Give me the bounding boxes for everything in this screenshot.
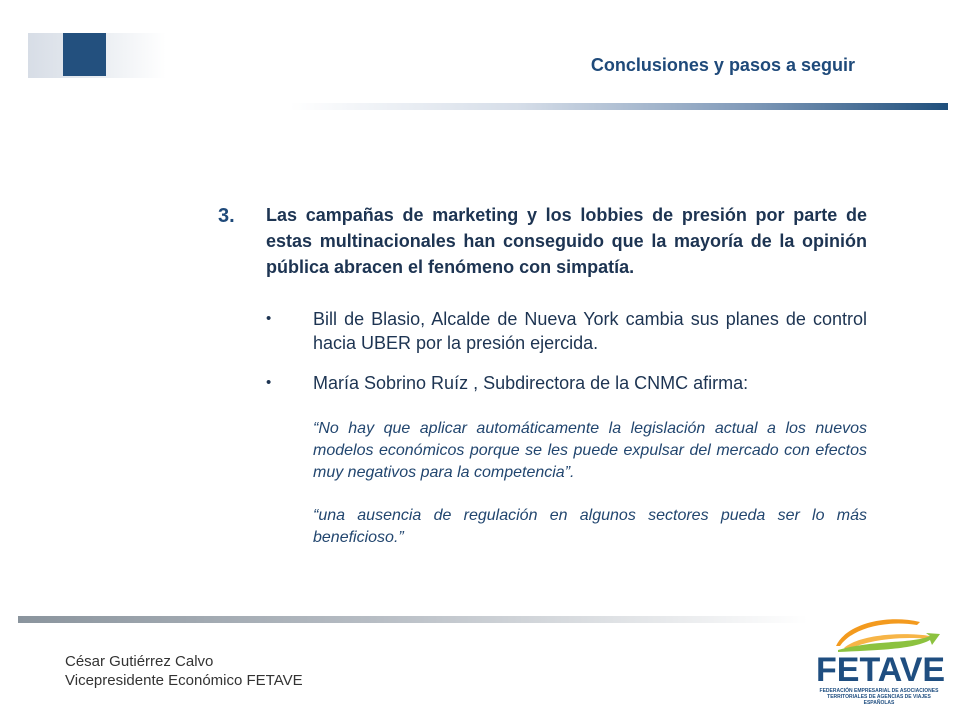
bullet-item <box>266 371 867 395</box>
author-name: César Gutiérrez Calvo <box>65 653 214 670</box>
footer-credits <box>65 652 303 690</box>
header-divider <box>290 103 948 110</box>
fetave-logo <box>808 612 948 714</box>
logo-tagline: FEDERACIÓN EMPRESARIAL DE ASOCIACIONES TERRITORIALES DE AGENCIAS DE VIAJES ESPAÑOLAS <box>819 688 939 706</box>
page-title: Conclusiones y pasos a seguir <box>590 55 855 75</box>
bullet-text: María Sobrino Ruíz , Subdirectora de la CNMC afirma: <box>313 373 749 393</box>
header-accent-square <box>63 33 106 76</box>
logo-wordmark: FETAVE <box>816 651 946 689</box>
footer-divider <box>18 616 808 623</box>
author-role: Vicepresidente Económico FETAVE <box>65 672 303 689</box>
main-statement: Las campañas de marketing y los lobbies de presión por parte de estas multinacionales han conseguido que la mayoría de la opinión pública abracen el fenómeno con simpatía. <box>266 205 867 277</box>
slide-content <box>212 202 867 549</box>
point-number: 3. <box>218 205 235 227</box>
bullet-item <box>266 307 867 355</box>
quote-text: “No hay que aplicar automáticamente la legislación actual a los nuevos modelos económicos porque se les puede expulsar del mercado con efectos muy negativos para la competencia”. <box>313 420 867 481</box>
bullet-marker: • <box>266 374 272 391</box>
bullet-marker: • <box>266 310 272 327</box>
bullet-text: Bill de Blasio, Alcalde de Nueva York cambia sus planes de control hacia UBER por la presión ejercida. <box>313 309 867 353</box>
quote-text: “una ausencia de regulación en algunos sectores pueda ser lo más beneficioso.” <box>313 507 867 546</box>
